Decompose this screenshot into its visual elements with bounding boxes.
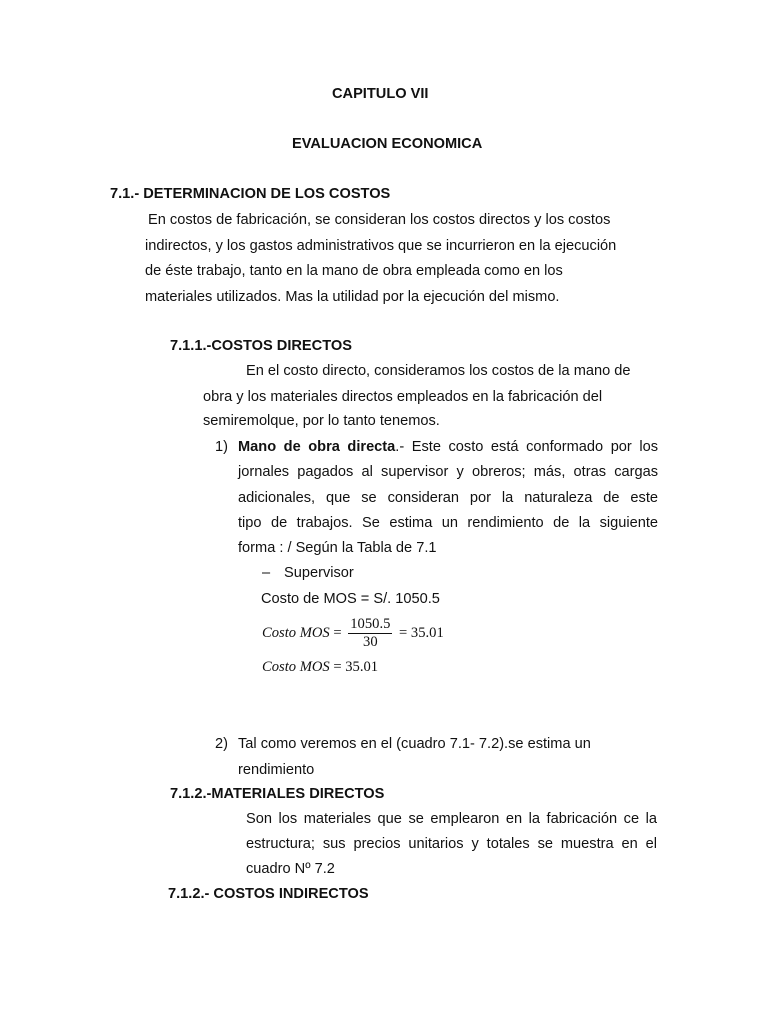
section-heading-costos-indirectos: 7.1.2.- COSTOS INDIRECTOS xyxy=(168,886,369,902)
formula-cost-mos-result xyxy=(262,659,378,676)
list-item-line: Tal como veremos en el (cuadro 7.1- 7.2).se estima un xyxy=(238,736,591,752)
section-heading-materiales-directos: 7.1.2.-MATERIALES DIRECTOS xyxy=(170,786,385,802)
list-item-text: .- Este costo está conformado por los xyxy=(395,439,658,455)
list-item-line: adicionales, que se consideran por la naturaleza de este xyxy=(238,490,658,506)
list-number: 1) xyxy=(215,439,228,455)
paragraph-line: En costos de fabricación, se consideran los costos directos y los costos xyxy=(148,212,611,228)
paragraph-line: de éste trabajo, tanto en la mano de obra empleada como en los xyxy=(145,263,563,279)
bullet-text: Supervisor xyxy=(284,565,354,581)
paragraph-line: semiremolque, por lo tanto tenemos. xyxy=(203,413,440,429)
formula-denominator: 30 xyxy=(363,634,378,650)
formula-equals: = xyxy=(333,624,342,641)
list-item-bold-label: Mano de obra directa xyxy=(238,439,396,455)
formula-lhs: Costo MOS xyxy=(262,659,330,675)
paragraph-line: En el costo directo, consideramos los costos de la mano de xyxy=(246,363,631,379)
list-item-line: tipo de trabajos. Se estima un rendimiento de la siguiente xyxy=(238,515,658,531)
cost-line: Costo de MOS = S/. 1050.5 xyxy=(261,591,440,607)
list-item-line xyxy=(238,439,658,455)
list-number: 2) xyxy=(215,736,228,752)
formula-lhs: Costo MOS xyxy=(262,624,330,641)
formula-numerator: 1050.5 xyxy=(350,616,391,632)
list-item-line: jornales pagados al supervisor y obreros; más, otras cargas xyxy=(238,464,658,480)
paragraph-line: obra y los materiales directos empleados en la fabricación del xyxy=(203,389,603,405)
chapter-title: CAPITULO VII xyxy=(332,86,429,102)
section-heading-7-1: 7.1.- DETERMINACION DE LOS COSTOS xyxy=(110,186,391,202)
paragraph-line: Son los materiales que se emplearon en la fabricación ce la xyxy=(246,811,657,827)
section-heading-7-1-1: 7.1.1.-COSTOS DIRECTOS xyxy=(170,338,352,354)
bullet-dash: – xyxy=(262,565,271,581)
list-item-line: rendimiento xyxy=(238,762,315,778)
paragraph-line: indirectos, y los gastos administrativos que se incurrieron en la ejecución xyxy=(145,238,617,254)
paragraph-line: estructura; sus precios unitarios y totales se muestra en el xyxy=(246,836,657,852)
formula-result: = 35.01 xyxy=(333,659,379,675)
formula-result: = 35.01 xyxy=(399,624,444,641)
formula-cost-mos-fraction xyxy=(262,616,444,651)
formula-fraction xyxy=(348,616,392,651)
list-item-line: forma : / Según la Tabla de 7.1 xyxy=(238,540,437,556)
paragraph-line: cuadro Nº 7.2 xyxy=(246,861,335,877)
page-title: EVALUACION ECONOMICA xyxy=(292,136,483,152)
paragraph-line: materiales utilizados. Mas la utilidad por la ejecución del mismo. xyxy=(145,289,560,305)
